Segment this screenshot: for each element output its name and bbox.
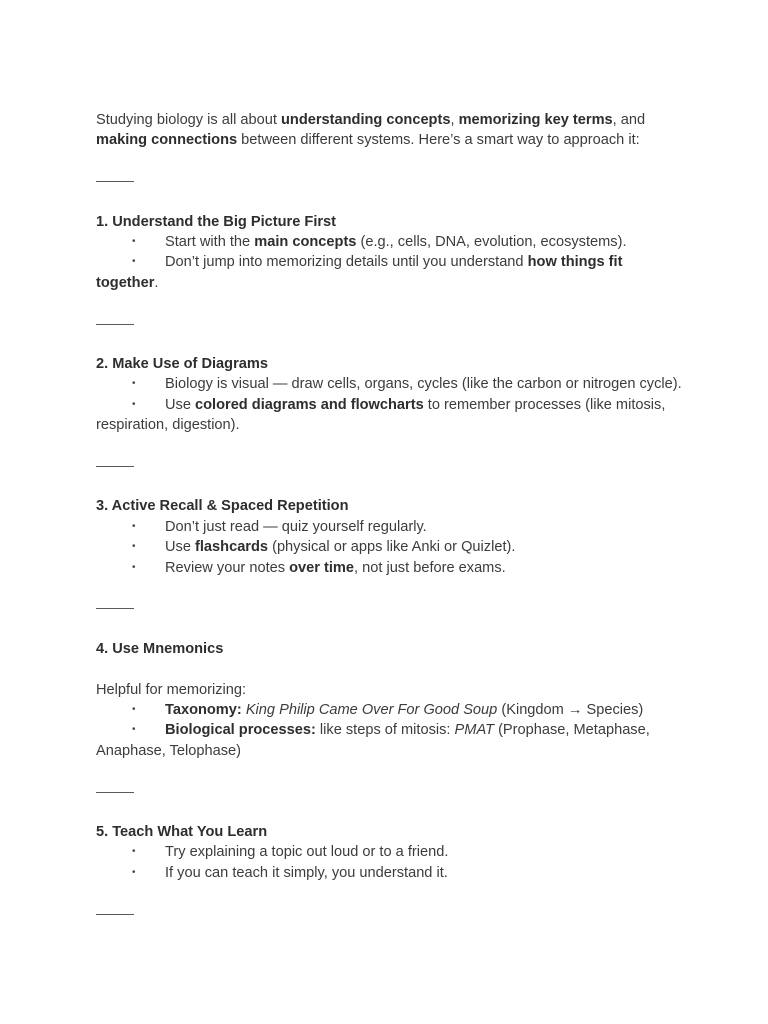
list-item-text: to remember processes (like mitosis, respiration, digestion). xyxy=(96,396,666,434)
section-heading: 2. Make Use of Diagrams xyxy=(96,356,268,372)
document-body xyxy=(96,110,686,924)
intro-text: , and xyxy=(612,112,646,128)
list-item xyxy=(96,842,686,862)
list-item-text: Use xyxy=(165,396,196,413)
list-item-bold: how things fit together xyxy=(96,254,623,291)
list-item xyxy=(96,863,686,883)
list-item xyxy=(96,374,686,394)
section-divider xyxy=(96,792,134,793)
list-item-text: (e.g., cells, DNA, evolution, ecosystems). xyxy=(356,234,627,250)
list-item-text: Use xyxy=(165,539,196,556)
bullet-icon: • xyxy=(132,866,136,878)
intro-bold-understanding: understanding concepts xyxy=(280,112,451,128)
bullet-icon: • xyxy=(132,704,136,716)
section-divider xyxy=(96,608,134,609)
intro-text: between different systems. Here’s a smart way to approach it: xyxy=(237,132,640,149)
section-divider xyxy=(96,324,134,325)
section-lead-text: Helpful for memorizing: xyxy=(96,681,247,698)
list-item-text: Don’t jump into memorizing details until you understand xyxy=(165,254,528,271)
list-item-text: . xyxy=(154,274,159,291)
list-item-bold: flashcards xyxy=(195,539,269,556)
list-item xyxy=(96,517,686,537)
section-divider xyxy=(96,914,134,915)
list-item-bold: Biological processes: xyxy=(165,722,316,739)
list-item-italic: King Philip Came Over For Good Soup xyxy=(245,702,498,719)
list-item-bold: over time xyxy=(289,559,354,576)
list-item-bold: main concepts xyxy=(254,234,357,250)
section-divider xyxy=(96,466,134,467)
bullet-icon: • xyxy=(132,378,136,390)
list-item-text: Review your notes xyxy=(165,559,290,576)
list-item-text: Try explaining a topic out loud or to a friend. xyxy=(165,844,449,861)
intro-paragraph xyxy=(96,110,686,151)
bullet-icon: • xyxy=(132,846,136,858)
list-item-text: like steps of mitosis: xyxy=(315,722,455,739)
section-heading: 5. Teach What You Learn xyxy=(96,824,268,841)
intro-bold-connections: making connections xyxy=(96,132,238,149)
list-item xyxy=(96,558,686,578)
intro-text: Studying biology is all about xyxy=(96,112,281,128)
section-heading: 1. Understand the Big Picture First xyxy=(96,213,337,230)
list-item xyxy=(96,720,686,761)
list-item xyxy=(96,232,686,252)
bullet-icon: • xyxy=(132,236,136,247)
list-item xyxy=(96,537,686,557)
bullet-icon: • xyxy=(132,256,136,268)
section-heading: 4. Use Mnemonics xyxy=(96,640,224,657)
list-item xyxy=(96,252,686,293)
bullet-icon: • xyxy=(132,398,136,410)
list-item-text: Don’t just read — quiz yourself regularly. xyxy=(165,518,427,535)
bullet-icon: • xyxy=(132,520,136,532)
list-item-text: , not just before exams. xyxy=(354,559,506,576)
list-item-bold: colored diagrams and flowcharts xyxy=(195,396,424,413)
list-item-bold: Taxonomy: xyxy=(165,702,242,719)
list-item-text: (Kingdom → Species) xyxy=(497,702,644,719)
bullet-icon: • xyxy=(132,561,136,573)
list-item-text: Start with the xyxy=(165,234,255,250)
intro-bold-memorizing: memorizing key terms xyxy=(458,112,613,128)
intro-text: , xyxy=(450,112,459,128)
section-divider xyxy=(96,181,134,182)
bullet-icon: • xyxy=(132,724,136,736)
section-heading: 3. Active Recall & Spaced Repetition xyxy=(96,498,349,515)
list-item xyxy=(96,700,686,720)
list-item-text: (physical or apps like Anki or Quizlet). xyxy=(268,539,516,556)
list-item-text: If you can teach it simply, you understand it. xyxy=(165,864,448,881)
list-item xyxy=(96,395,686,436)
list-item-text: Biology is visual — draw cells, organs, cycles (like the carbon or nitrogen cycle). xyxy=(165,376,682,393)
list-item-italic: PMAT xyxy=(454,722,495,739)
list-item-text: (Prophase, Metaphase, Anaphase, Telophase) xyxy=(96,722,650,759)
bullet-icon: • xyxy=(132,541,136,553)
